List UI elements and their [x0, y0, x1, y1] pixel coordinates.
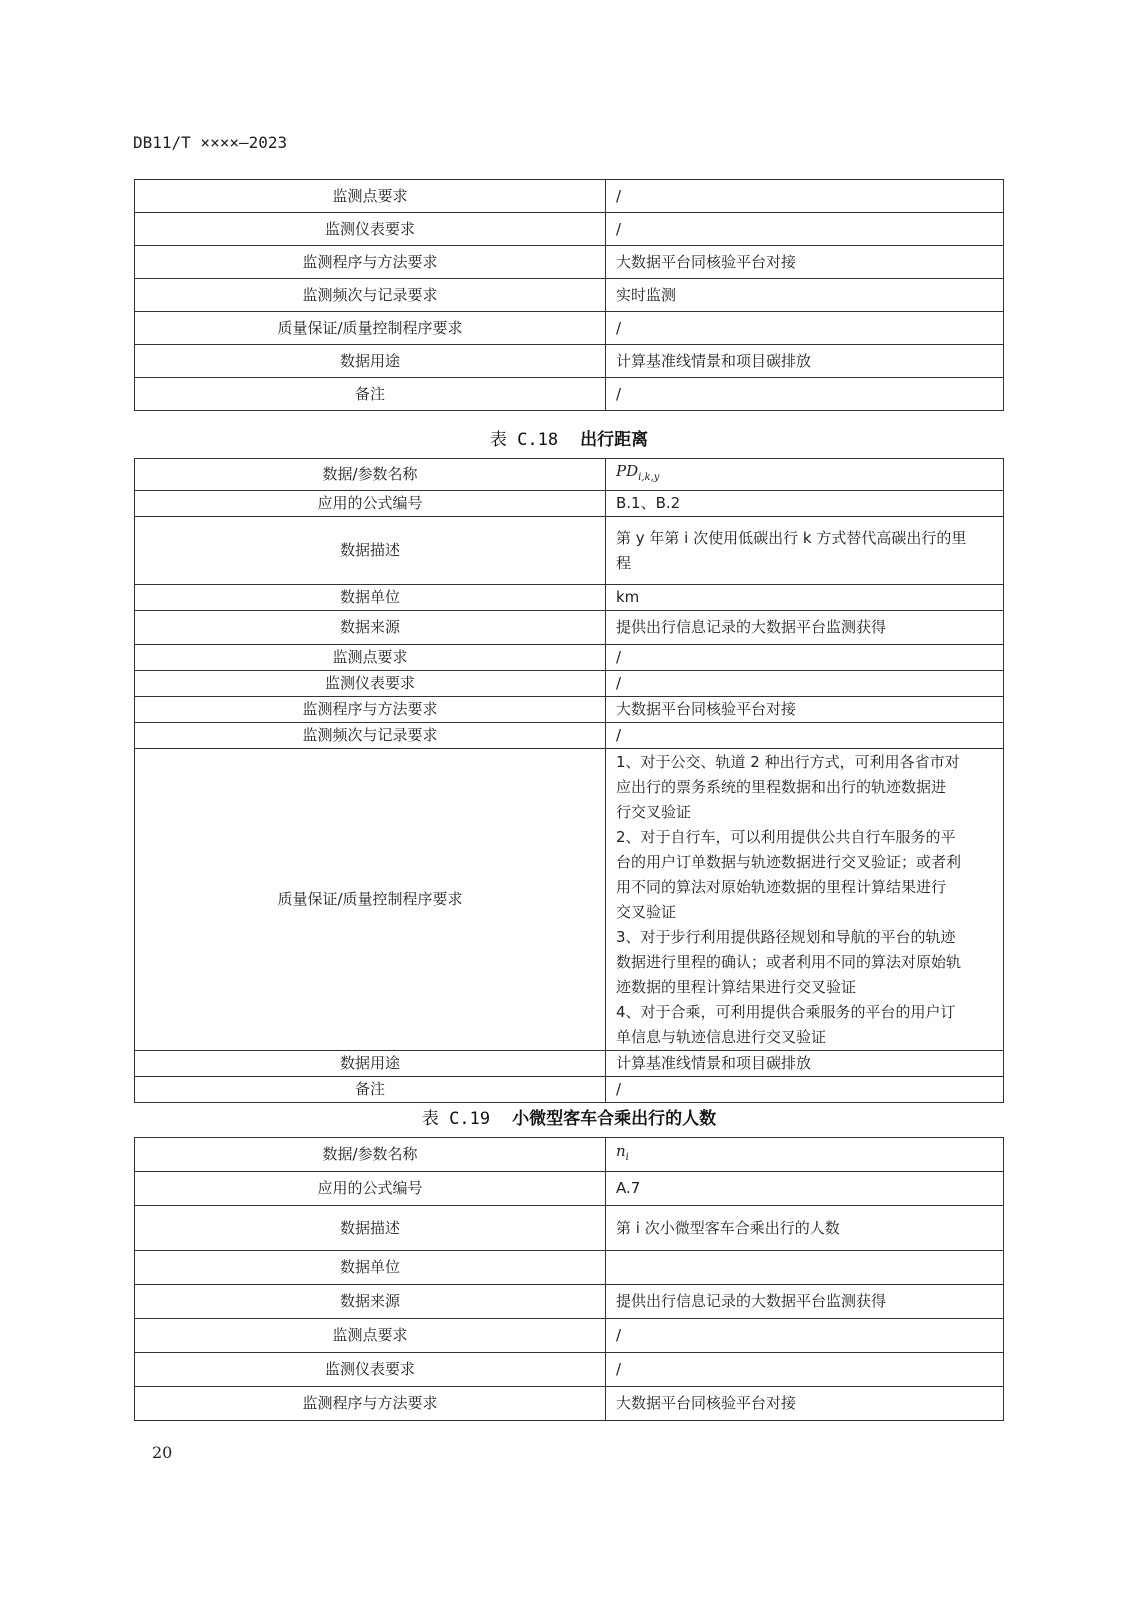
- row-label: 监测点要求: [135, 180, 606, 213]
- qa-line: 交叉验证: [616, 902, 677, 921]
- row-value: [606, 1251, 1004, 1285]
- table-row: [135, 246, 1004, 279]
- row-label: 监测程序与方法要求: [135, 246, 606, 279]
- caption-number: 表 C.19: [421, 1109, 491, 1129]
- table-caption-c18: [134, 425, 1004, 450]
- row-value: A.7: [606, 1172, 1004, 1206]
- table-row: [135, 378, 1004, 411]
- row-label: 质量保证/质量控制程序要求: [135, 312, 606, 345]
- page-number: 20: [152, 1443, 173, 1462]
- caption-number: 表 C.18: [489, 430, 559, 450]
- row-label: 监测程序与方法要求: [135, 1387, 606, 1421]
- table-caption-c19: [134, 1104, 1004, 1129]
- qa-line: 3、对于步行利用提供路径规划和导航的平台的轨迹: [616, 927, 956, 946]
- table-row: [135, 345, 1004, 378]
- row-label: 监测仪表要求: [135, 671, 606, 697]
- table-row: [135, 517, 1004, 585]
- qa-line: 2、对于自行车，可以利用提供公共自行车服务的平: [616, 827, 956, 846]
- row-label: 数据来源: [135, 611, 606, 645]
- row-value: km: [606, 585, 1004, 611]
- row-label: 数据/参数名称: [135, 1138, 606, 1172]
- row-value: 提供出行信息记录的大数据平台监测获得: [606, 611, 1004, 645]
- row-value: [606, 517, 1004, 585]
- row-value: 提供出行信息记录的大数据平台监测获得: [606, 1285, 1004, 1319]
- table-c18: [134, 458, 1004, 1103]
- row-label: 监测频次与记录要求: [135, 723, 606, 749]
- table-row: [135, 1138, 1004, 1172]
- table-row: [135, 611, 1004, 645]
- table-row: [135, 1172, 1004, 1206]
- row-label: 监测仪表要求: [135, 1353, 606, 1387]
- table-row: [135, 697, 1004, 723]
- row-value: /: [606, 1353, 1004, 1387]
- row-label: 数据单位: [135, 1251, 606, 1285]
- table-row: [135, 1319, 1004, 1353]
- row-value: /: [606, 180, 1004, 213]
- desc-line: 程: [616, 553, 632, 572]
- row-label: 应用的公式编号: [135, 491, 606, 517]
- row-label: 监测仪表要求: [135, 213, 606, 246]
- row-value: /: [606, 1077, 1004, 1103]
- table-row: [135, 671, 1004, 697]
- table-row: [135, 585, 1004, 611]
- row-value: /: [606, 1319, 1004, 1353]
- qa-line: 行交叉验证: [616, 802, 692, 821]
- row-value: B.1、B.2: [606, 491, 1004, 517]
- table-continued: [134, 179, 1004, 411]
- row-value: /: [606, 723, 1004, 749]
- row-label: 数据用途: [135, 345, 606, 378]
- qa-line: 应出行的票务系统的里程数据和出行的轨迹数据进: [616, 777, 947, 796]
- table-row: [135, 1285, 1004, 1319]
- table-row: [135, 1387, 1004, 1421]
- document-header: DB11/T ××××—2023: [133, 133, 288, 152]
- row-label: 数据描述: [135, 1206, 606, 1251]
- qa-line: 4、对于合乘，可利用提供合乘服务的平台的用户订: [616, 1002, 956, 1021]
- table-row: [135, 749, 1004, 1051]
- qa-line: 1、对于公交、轨道 2 种出行方式，可利用各省市对: [616, 752, 960, 771]
- row-value: 计算基准线情景和项目碳排放: [606, 1051, 1004, 1077]
- table-row: [135, 279, 1004, 312]
- table-row: [135, 459, 1004, 491]
- table-row: [135, 1051, 1004, 1077]
- row-label: 数据用途: [135, 1051, 606, 1077]
- table-row: [135, 1251, 1004, 1285]
- table-row: [135, 723, 1004, 749]
- row-value: /: [606, 671, 1004, 697]
- table-row: [135, 1353, 1004, 1387]
- table-row: [135, 213, 1004, 246]
- row-value: /: [606, 213, 1004, 246]
- row-label: 备注: [135, 378, 606, 411]
- qa-line: 台的用户订单数据与轨迹数据进行交叉验证；或者利: [616, 852, 962, 871]
- row-label: 监测程序与方法要求: [135, 697, 606, 723]
- row-label: 数据/参数名称: [135, 459, 606, 491]
- row-value: 计算基准线情景和项目碳排放: [606, 345, 1004, 378]
- row-label: 数据来源: [135, 1285, 606, 1319]
- row-label: 数据单位: [135, 585, 606, 611]
- row-label: 监测点要求: [135, 1319, 606, 1353]
- param-symbol: $n_i$: [606, 1138, 1004, 1172]
- table-row: [135, 491, 1004, 517]
- table-row: [135, 1077, 1004, 1103]
- row-label: 监测点要求: [135, 645, 606, 671]
- qa-line: 数据进行里程的确认；或者利用不同的算法对原始轨: [616, 952, 962, 971]
- table-c19: [134, 1137, 1004, 1421]
- caption-title: 出行距离: [580, 430, 649, 450]
- table-row: [135, 645, 1004, 671]
- row-label: 质量保证/质量控制程序要求: [135, 749, 606, 1051]
- row-value: 大数据平台同核验平台对接: [606, 246, 1004, 279]
- row-value: 实时监测: [606, 279, 1004, 312]
- row-label: 监测频次与记录要求: [135, 279, 606, 312]
- row-value: 第 i 次小微型客车合乘出行的人数: [606, 1206, 1004, 1251]
- row-value: 大数据平台同核验平台对接: [606, 697, 1004, 723]
- table-row: [135, 1206, 1004, 1251]
- row-label: 数据描述: [135, 517, 606, 585]
- qa-line: 用不同的算法对原始轨迹数据的里程计算结果进行: [616, 877, 947, 896]
- desc-line: 第 y 年第 i 次使用低碳出行 k 方式替代高碳出行的里: [616, 528, 967, 547]
- row-value: /: [606, 312, 1004, 345]
- caption-title: 小微型客车合乘出行的人数: [512, 1109, 717, 1129]
- row-value: /: [606, 378, 1004, 411]
- row-label: 应用的公式编号: [135, 1172, 606, 1206]
- table-row: [135, 312, 1004, 345]
- table-row: [135, 180, 1004, 213]
- qa-line: 迹数据的里程计算结果进行交叉验证: [616, 977, 857, 996]
- row-value: /: [606, 645, 1004, 671]
- qa-requirements: [606, 749, 1004, 1051]
- row-value: 大数据平台同核验平台对接: [606, 1387, 1004, 1421]
- qa-line: 单信息与轨迹信息进行交叉验证: [616, 1027, 827, 1046]
- row-label: 备注: [135, 1077, 606, 1103]
- param-symbol: $PD_{i,k,y}$: [606, 459, 1004, 491]
